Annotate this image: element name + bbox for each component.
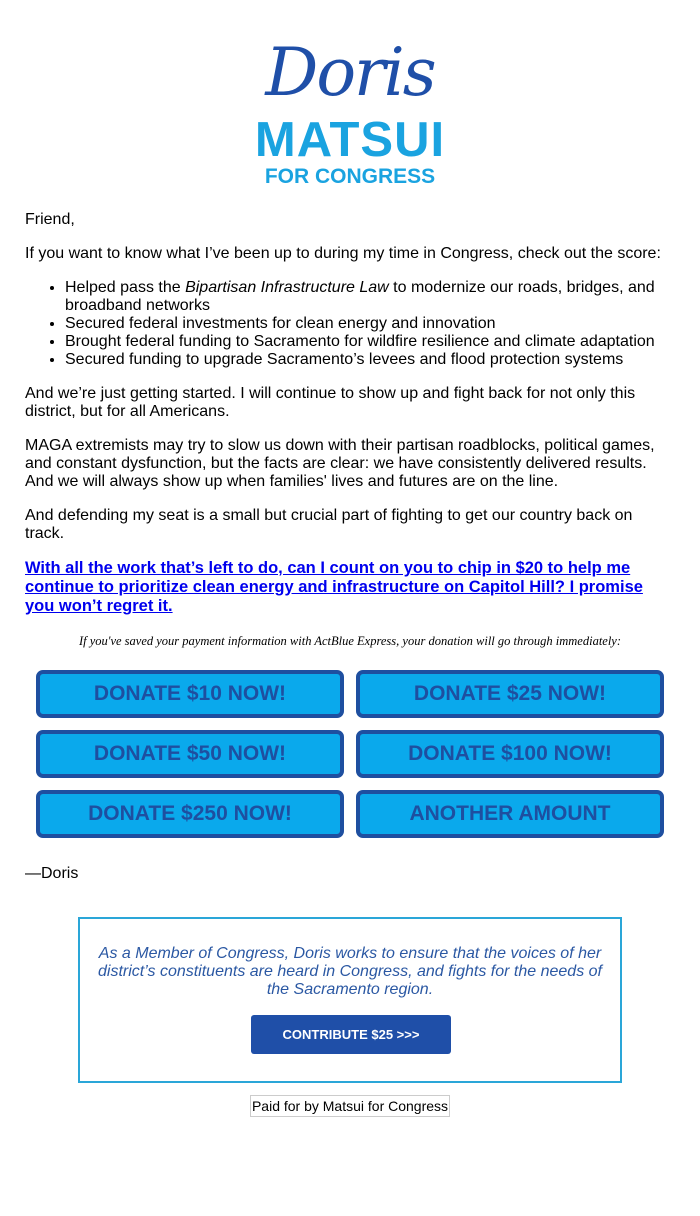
list-item: • Secured federal investments for clean energy and innovation <box>65 315 675 333</box>
signature: —Doris <box>25 865 79 882</box>
footer-text: As a Member of Congress, Doris works to ensure that the voices of her district’s constituents are heard in Congress, and fights for the needs of the Sacramento region. <box>98 945 602 998</box>
paragraph: MAGA extremists may try to slow us down with their partisan roadblocks, political games, and constant dysfunction, but the facts are clear: we have consistently delivered results. And we will always show up when families' lives and futures are on the line. <box>25 437 655 490</box>
donate-10-button[interactable]: DONATE $10 NOW! <box>36 670 344 718</box>
law-name: Bipartisan Infrastructure Law <box>185 279 389 296</box>
donate-250-button[interactable]: DONATE $250 NOW! <box>36 790 344 838</box>
accomplishments-list <box>25 279 675 369</box>
contribute-button[interactable]: CONTRIBUTE $25 >>> <box>251 1015 451 1054</box>
paragraph: And defending my seat is a small but crucial part of fighting to get our country back on track. <box>25 507 633 542</box>
list-item: • Brought federal funding to Sacramento for wildfire resilience and climate adaptation <box>65 333 675 351</box>
another-amount-button[interactable]: ANOTHER AMOUNT <box>356 790 664 838</box>
list-text: Helped pass the <box>65 279 186 296</box>
logo <box>250 28 450 192</box>
donate-25-button[interactable]: DONATE $25 NOW! <box>356 670 664 718</box>
list-text: to modernize our roads, bridges, and broadband networks <box>65 279 655 314</box>
donate-50-button[interactable]: DONATE $50 NOW! <box>36 730 344 778</box>
donate-100-button[interactable]: DONATE $100 NOW! <box>356 730 664 778</box>
logo-name: MATSUI <box>254 113 446 167</box>
donate-cta-link[interactable]: With all the work that’s left to do, can I count on you to chip in $20 to help me continue to prioritize clean energy and infrastructure on Capitol Hill? I promise you won’t regret it. <box>25 559 643 615</box>
email-body <box>25 211 675 666</box>
actblue-express-note: If you've saved your payment information with ActBlue Express, your donation will go through immediately: <box>78 634 622 648</box>
paragraph: And we’re just getting started. I will continue to show up and fight back for not only this district, but for all Americans. <box>25 385 636 420</box>
greeting: Friend, <box>25 211 75 228</box>
logo-tagline: FOR CONGRESS <box>264 165 436 188</box>
footer-box <box>78 917 622 1083</box>
list-item <box>65 279 675 315</box>
paid-for-disclaimer: Paid for by Matsui for Congress <box>250 1095 450 1117</box>
logo-script: Doris <box>265 34 435 111</box>
intro: If you want to know what I’ve been up to during my time in Congress, check out the score: <box>25 245 661 262</box>
list-item: • Secured funding to upgrade Sacramento’s levees and flood protection systems <box>65 351 675 369</box>
